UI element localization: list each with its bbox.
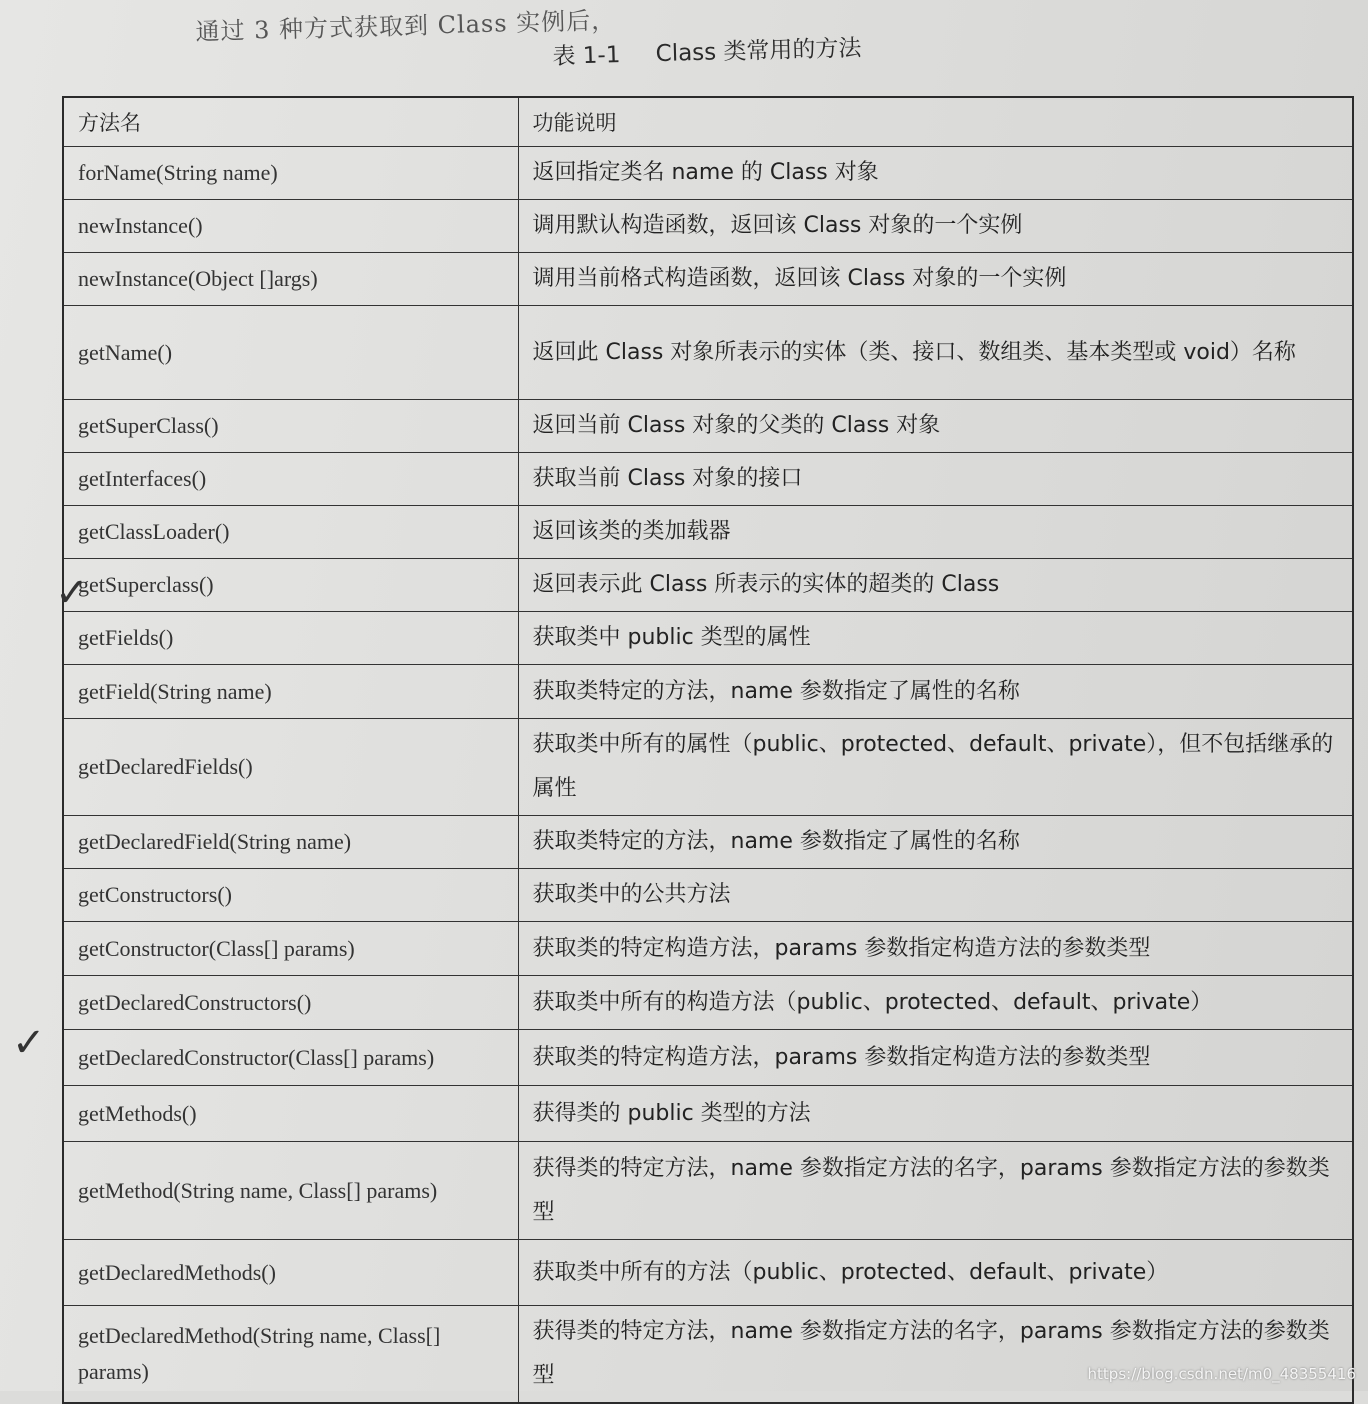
method-cell: getClassLoader() [63,506,518,559]
table-row [63,306,1353,400]
description-cell: 获取类中 public 类型的属性 [518,612,1353,665]
method-cell: getMethods() [63,1086,518,1142]
watermark-text: https://blog.csdn.net/m0_48355416 [1087,1365,1356,1383]
description-cell: 返回表示此 Class 所表示的实体的超类的 Class [518,559,1353,612]
description-cell: 获取类的特定构造方法，params 参数指定构造方法的参数类型 [518,1030,1353,1086]
table-number: 表 1-1 [552,42,621,70]
description-cell: 获取类中所有的构造方法（public、protected、default、private） [518,976,1353,1030]
description-cell: 获得类的特定方法，name 参数指定方法的名字，params 参数指定方法的参数类型 [518,1306,1353,1404]
method-cell: getDeclaredFields() [63,719,518,816]
table-row [63,976,1353,1030]
method-cell: getMethod(String name, Class[] params) [63,1142,518,1240]
table-row [63,506,1353,559]
table-row [63,869,1353,922]
table-row [63,922,1353,976]
intro-text: 通过 3 种方式获取到 Class 实例后， [195,6,617,46]
method-cell: getConstructor(Class[] params) [63,922,518,976]
description-cell: 返回该类的类加载器 [518,506,1353,559]
description-cell: 返回当前 Class 对象的父类的 Class 对象 [518,400,1353,453]
description-cell: 获取类中所有的方法（public、protected、default、private） [518,1240,1353,1306]
table-row [63,253,1353,306]
table-row [63,200,1353,253]
method-cell: newInstance(Object []args) [63,253,518,306]
table-row [63,612,1353,665]
method-cell: getDeclaredField(String name) [63,816,518,869]
description-cell: 获取类中的公共方法 [518,869,1353,922]
description-cell: 获得类的 public 类型的方法 [518,1086,1353,1142]
table-row [63,559,1353,612]
table-row [63,1030,1353,1086]
method-cell: getDeclaredConstructor(Class[] params) [63,1030,518,1086]
description-cell: 返回指定类名 name 的 Class 对象 [518,147,1353,200]
table-row [63,1306,1353,1404]
table-row [63,1086,1353,1142]
description-cell: 获得类的特定方法，name 参数指定方法的名字，params 参数指定方法的参数类型 [518,1142,1353,1240]
description-cell: 调用当前格式构造函数，返回该 Class 对象的一个实例 [518,253,1353,306]
method-cell: getSuperClass() [63,400,518,453]
method-cell: getInterfaces() [63,453,518,506]
method-cell: getDeclaredConstructors() [63,976,518,1030]
method-cell: forName(String name) [63,147,518,200]
table-header-row [63,97,1353,147]
method-cell: getDeclaredMethods() [63,1240,518,1306]
table-row [63,453,1353,506]
description-cell: 返回此 Class 对象所表示的实体（类、接口、数组类、基本类型或 void）名称 [518,306,1353,400]
method-cell: getName() [63,306,518,400]
method-cell: getFields() [63,612,518,665]
header-method-name: 方法名 [63,97,518,147]
table-row [63,147,1353,200]
header-description: 功能说明 [518,97,1353,147]
method-cell: getSuperclass() [63,559,518,612]
method-cell: getDeclaredMethod(String name, Class[] params) [63,1306,518,1404]
description-cell: 获取类的特定构造方法，params 参数指定构造方法的参数类型 [518,922,1353,976]
table-title: Class 类常用的方法 [655,35,862,68]
table-row [63,665,1353,719]
table-row [63,1142,1353,1240]
description-cell: 获取类特定的方法，name 参数指定了属性的名称 [518,816,1353,869]
table-row [63,719,1353,816]
description-cell: 获取类特定的方法，name 参数指定了属性的名称 [518,665,1353,719]
method-cell: getConstructors() [63,869,518,922]
table-row [63,816,1353,869]
table-row [63,400,1353,453]
table-row [63,1240,1353,1306]
description-cell: 调用默认构造函数，返回该 Class 对象的一个实例 [518,200,1353,253]
description-cell: 获取类中所有的属性（public、protected、default、private），但不包括继承的属性 [518,719,1353,816]
description-cell: 获取当前 Class 对象的接口 [518,453,1353,506]
handwritten-check-icon: ✓ [55,570,89,616]
handwritten-check-icon: ✓ [12,1020,46,1066]
class-methods-table [62,96,1354,1404]
method-cell: newInstance() [63,200,518,253]
method-cell: getField(String name) [63,665,518,719]
